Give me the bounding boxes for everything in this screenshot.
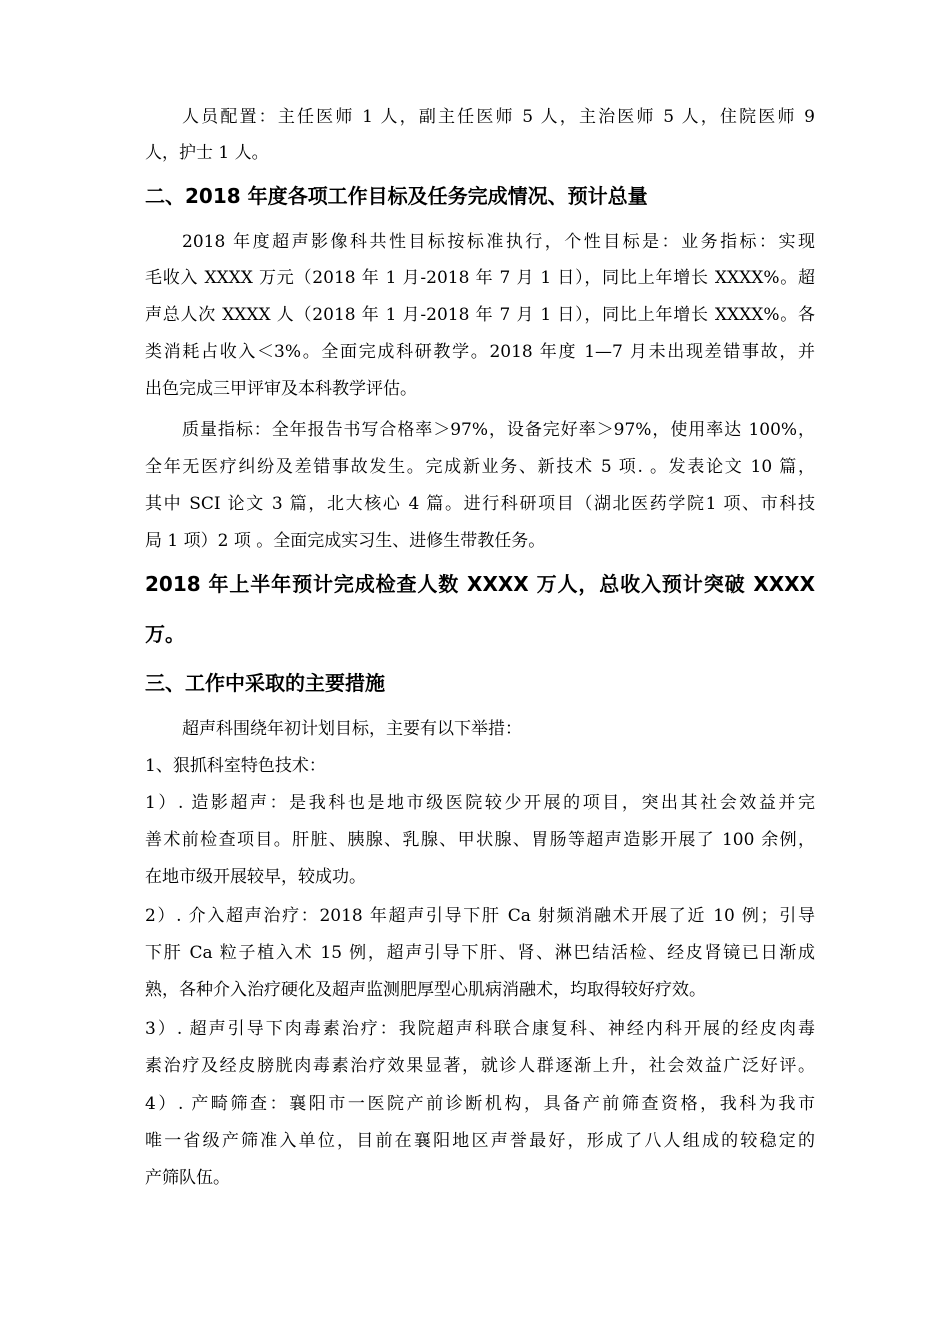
interventional-line-1: 2）. 介入超声治疗：2018 年超声引导下肝 Ca 射频消融术开展了近 10 例；引导 (145, 906, 815, 926)
quality-para-line-3: 其中 SCI 论文 3 篇，北大核心 4 篇。进行科研项目（湖北医药学院1 项、市科技 (145, 494, 815, 514)
contrast-ultrasound-line-3: 在地市级开展较早，较成功。 (145, 867, 366, 887)
forecast-line-2: 万。 (145, 622, 185, 646)
contrast-ultrasound-line-1: 1）. 造影超声：是我科也是地市级医院较少开展的项目，突出其社会效益并完 (145, 793, 815, 813)
quality-para-line-4: 局 1 项）2 项 。全面完成实习生、进修生带教任务。 (145, 531, 546, 551)
section-heading-3: 三、工作中采取的主要措施 (145, 671, 385, 695)
staffing-line-2: 人，护士 1 人。 (145, 143, 269, 163)
section-heading-2: 二、2018 年度各项工作目标及任务完成情况、预计总量 (145, 184, 648, 208)
prenatal-screening-line-2: 唯一省级产筛准入单位，目前在襄阳地区声誉最好，形成了八人组成的较稳定的 (145, 1131, 815, 1151)
interventional-line-2: 下肝 Ca 粒子植入术 15 例，超声引导下肝、肾、淋巴结活检、经皮肾镜已日渐成 (145, 943, 815, 963)
staffing-line-1: 人员配置：主任医师 1 人，副主任医师 5 人，主治医师 5 人，住院医师 9 (182, 107, 815, 127)
prenatal-screening-line-1: 4）. 产畸筛查：襄阳市一医院产前诊断机构，具备产前筛查资格，我科为我市 (145, 1094, 815, 1114)
forecast-line-1: 2018 年上半年预计完成检查人数 XXXX 万人，总收入预计突破 XXXX (145, 572, 815, 596)
measures-intro: 超声科围绕年初计划目标，主要有以下举措： (182, 719, 522, 739)
quality-para-line-1: 质量指标：全年报告书写合格率＞97%，设备完好率＞97%，使用率达 100%， (182, 420, 815, 440)
quality-para-line-2: 全年无医疗纠纷及差错事故发生。完成新业务、新技术 5 项. 。发表论文 10 篇， (145, 457, 815, 477)
botulinum-line-1: 3）. 超声引导下肉毒素治疗：我院超声科联合康复科、神经内科开展的经皮肉毒 (145, 1019, 815, 1039)
botulinum-line-2: 素治疗及经皮膀胱肉毒素治疗效果显著，就诊人群逐渐上升，社会效益广泛好评。 (145, 1056, 815, 1076)
goals-para-line-3: 声总人次 XXXX 人（2018 年 1 月-2018 年 7 月 1 日），同比上年增长 XXXX%。各 (145, 305, 815, 325)
interventional-line-3: 熟，各种介入治疗硬化及超声监测肥厚型心肌病消融术，均取得较好疗效。 (145, 980, 706, 1000)
prenatal-screening-line-3: 产筛队伍。 (145, 1168, 230, 1188)
goals-para-line-4: 类消耗占收入＜3%。全面完成科研教学。2018 年度 1—7 月未出现差错事故，并 (145, 342, 815, 362)
contrast-ultrasound-line-2: 善术前检查项目。肝脏、胰腺、乳腺、甲状腺、胃肠等超声造影开展了 100 余例， (145, 830, 815, 850)
measures-item-1: 1、狠抓科室特色技术： (145, 756, 326, 776)
goals-para-line-1: 2018 年度超声影像科共性目标按标准执行，个性目标是：业务指标：实现 (182, 232, 815, 252)
goals-para-line-2: 毛收入 XXXX 万元（2018 年 1 月-2018 年 7 月 1 日），同比上年增长 XXXX%。超 (145, 268, 815, 288)
goals-para-line-5: 出色完成三甲评审及本科教学评估。 (145, 379, 417, 399)
